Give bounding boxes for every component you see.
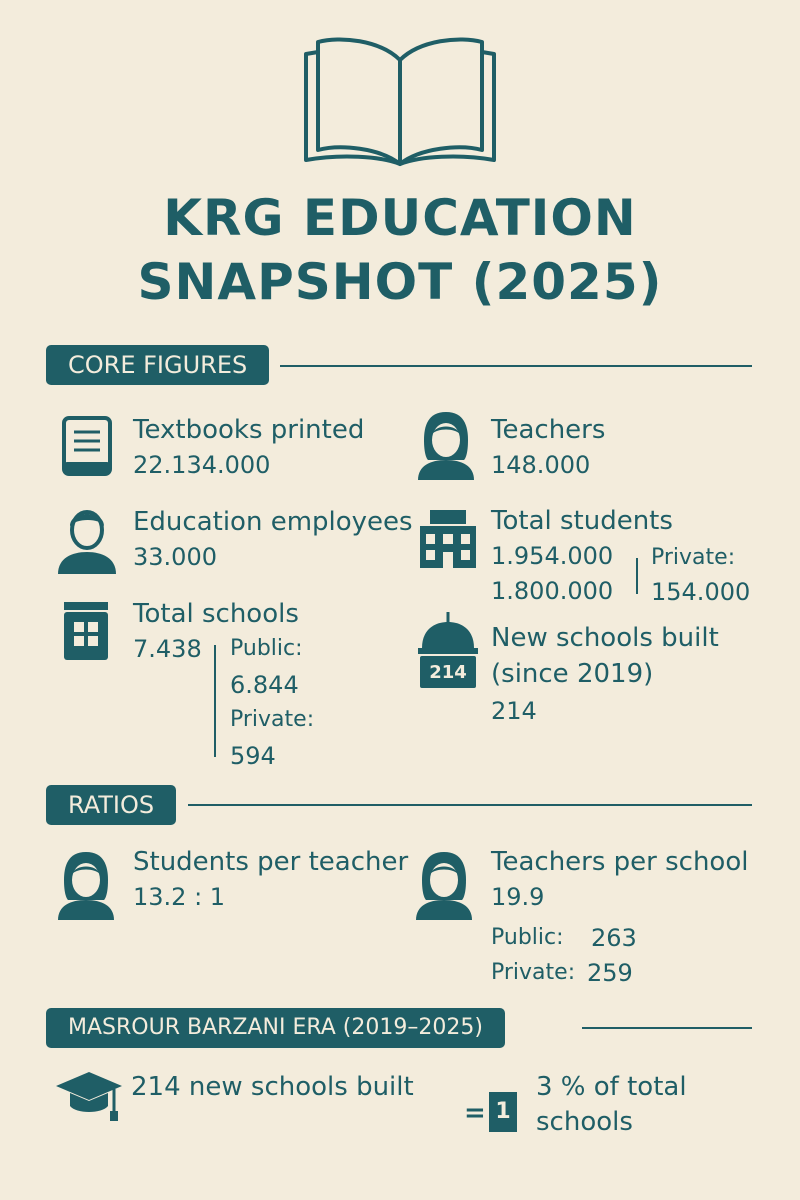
core-figures-divider: [280, 365, 752, 367]
schools-public-value: 6.844: [230, 671, 299, 699]
era-divider: [582, 1027, 752, 1029]
open-book-icon: [300, 32, 500, 168]
teachers-label: Teachers: [491, 415, 606, 445]
schools-public-label: Public:: [230, 636, 303, 661]
teachers-value: 148.000: [491, 451, 591, 479]
ratios-header: RATIOS: [46, 785, 176, 825]
new-schools-label-2: (since 2019): [491, 659, 654, 689]
era-percent-line-2: schools: [536, 1107, 633, 1137]
teachers-per-school-private-label: Private:: [491, 960, 576, 985]
core-figures-header: CORE FIGURES: [46, 345, 269, 385]
teacher-woman-icon-2: [414, 848, 474, 920]
equals-sign: =: [464, 1098, 486, 1128]
students-private-label: Private:: [651, 545, 736, 570]
textbook-icon: [62, 416, 112, 476]
teacher-woman-icon: [416, 408, 476, 480]
schools-label: Total schools: [133, 599, 299, 629]
students-per-teacher-value: 13.2 : 1: [133, 883, 226, 911]
era-header: MASROUR BARZANI ERA (2019–2025): [46, 1008, 505, 1048]
new-schools-badge: 214: [429, 662, 467, 683]
school-block-icon: [62, 600, 110, 662]
students-value: 1.954.000: [491, 542, 614, 570]
schools-private-label: Private:: [230, 707, 315, 732]
schools-divider: [214, 645, 216, 757]
students-label: Total students: [491, 506, 673, 536]
era-badge: 1: [489, 1092, 517, 1132]
employees-value: 33.000: [133, 543, 217, 571]
graduation-cap-icon: [54, 1068, 124, 1124]
teachers-per-school-label: Teachers per school: [491, 847, 749, 877]
students-per-teacher-label: Students per teacher: [133, 847, 409, 877]
new-schools-value: 214: [491, 697, 537, 725]
title-line-1: KRG EDUCATION: [163, 189, 637, 247]
title-line-2: SNAPSHOT (2025): [137, 253, 663, 311]
ratios-divider: [188, 804, 752, 806]
students-public-value: 1.800.000: [491, 577, 614, 605]
teachers-per-school-public-value: 263: [591, 924, 637, 952]
student-woman-icon: [56, 848, 116, 920]
students-divider: [636, 558, 638, 594]
teachers-per-school-private-value: 259: [587, 959, 633, 987]
schools-value: 7.438: [133, 635, 202, 663]
teachers-per-school-public-label: Public:: [491, 925, 564, 950]
teachers-per-school-value: 19.9: [491, 883, 545, 911]
era-new-schools: 214 new schools built: [131, 1072, 414, 1102]
employee-man-icon: [56, 502, 118, 574]
employees-label: Education employees: [133, 507, 413, 537]
students-private-value: 154.000: [651, 578, 751, 606]
textbooks-label: Textbooks printed: [133, 415, 365, 445]
new-schools-label: New schools built: [491, 623, 719, 653]
school-building-icon: [416, 508, 480, 570]
textbooks-value: 22.134.000: [133, 451, 271, 479]
schools-private-value: 594: [230, 742, 276, 770]
page-title: [0, 186, 800, 314]
era-percent-line-1: 3 % of total: [536, 1072, 687, 1102]
